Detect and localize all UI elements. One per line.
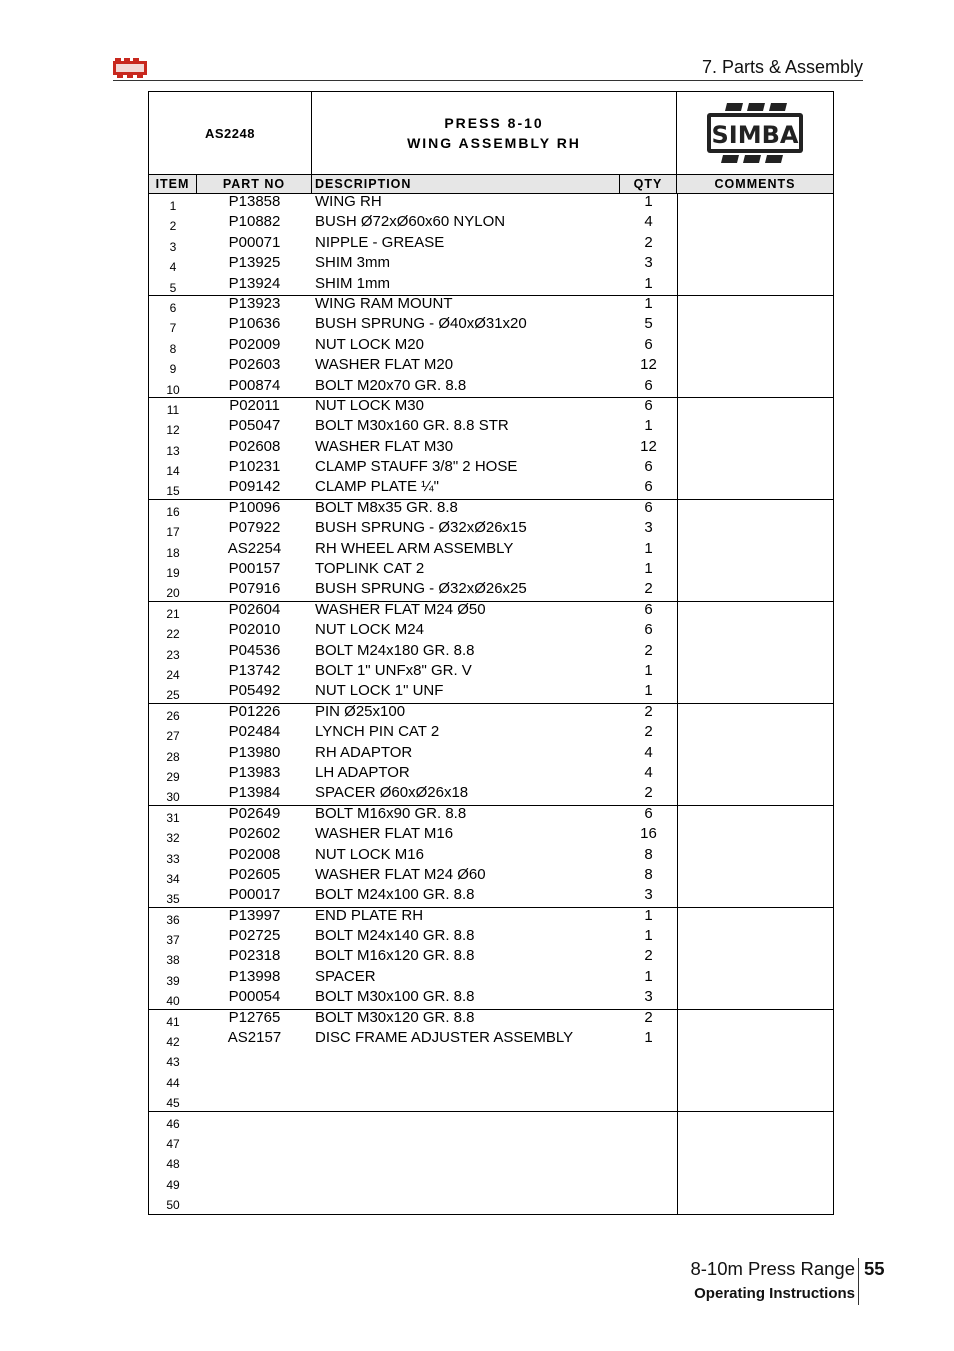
row-part-no: P13983 [228,763,281,781]
table-row [149,439,833,459]
row-part-no: AS2157 [227,1029,282,1047]
row-description: SPACER Ø60xØ26x18 [315,784,469,802]
row-part-no: P13998 [228,967,281,985]
row-item: 27 [166,729,180,744]
simba-small-logo-icon [113,58,147,78]
table-row [149,255,833,275]
table-row [149,276,833,296]
row-item: 2 [169,219,177,234]
parts-table [148,91,834,1215]
row-item: 33 [166,851,180,866]
row-qty: 1 [644,682,653,700]
row-description: BOLT M16x120 GR. 8.8 [315,947,475,965]
row-item: 32 [166,831,180,846]
row-qty: 1 [644,661,653,679]
row-qty: 2 [644,784,653,802]
row-item: 19 [166,566,180,581]
title-row [149,92,833,174]
row-part-no: P13858 [228,193,281,210]
row-item: 17 [166,525,180,540]
table-row [149,541,833,561]
table-row [149,316,833,336]
row-item: 14 [166,464,180,479]
table-row [149,1173,833,1193]
row-item: 7 [169,321,177,336]
row-description: LYNCH PIN CAT 2 [315,723,440,741]
row-description: BOLT 1" UNFx8" GR. V [315,661,472,679]
row-description: BOLT M8x35 GR. 8.8 [315,498,458,516]
row-part-no: P05492 [228,682,281,700]
row-part-no: P00157 [228,560,281,578]
row-item: 22 [166,627,180,642]
row-qty: 2 [644,702,653,720]
row-description: NIPPLE - GREASE [315,233,445,251]
row-qty: 2 [644,1008,653,1026]
row-part-no: P01226 [228,702,281,720]
table-row [149,969,833,989]
assembly-title [312,92,677,174]
row-qty: 2 [644,641,653,659]
row-part-no: P00054 [228,988,281,1006]
row-part-no: P10231 [228,458,281,476]
row-item: 12 [166,423,180,438]
row-description: NUT LOCK M16 [315,845,424,863]
table-row [149,1010,833,1030]
table-row [149,785,833,805]
row-part-no: P05047 [228,417,281,435]
row-part-no: P10882 [228,213,281,231]
row-item: 25 [166,688,180,703]
row-qty: 3 [644,886,653,904]
row-part-no: P00071 [228,233,281,251]
row-item: 24 [166,667,180,682]
row-description: RH ADAPTOR [315,743,413,761]
row-part-no: P02010 [228,621,281,639]
row-description: BUSH SPRUNG - Ø32xØ26x15 [315,519,527,537]
footer-separator [858,1258,859,1305]
row-part-no: P02008 [228,845,281,863]
row-item: 26 [166,708,180,723]
row-qty: 6 [644,621,653,639]
column-header-row [149,174,833,194]
row-qty: 12 [640,356,657,374]
row-item: 35 [166,892,180,907]
table-row [149,948,833,968]
row-qty: 6 [644,458,653,476]
row-qty: 3 [644,254,653,272]
col-part-no: PART NO [197,175,312,193]
row-part-no: P02318 [228,947,281,965]
simba-logo-icon [677,92,833,174]
row-qty: 3 [644,519,653,537]
table-row [149,296,833,316]
table-row [149,1193,833,1213]
row-description: SHIM 3mm [315,254,390,272]
row-part-no: P10096 [228,498,281,516]
table-row [149,622,833,642]
row-part-no: P13980 [228,743,281,761]
row-item: 43 [166,1055,180,1070]
footer-range: 8-10m Press Range [690,1258,855,1279]
row-item: 1 [169,199,177,213]
section-title: 7. Parts & Assembly [701,57,863,77]
row-description: SHIM 1mm [315,274,390,292]
table-row [149,500,833,520]
row-part-no: P02604 [228,600,281,618]
row-description: DISC FRAME ADJUSTER ASSEMBLY [315,1029,574,1047]
row-qty: 1 [644,1029,653,1047]
row-description: NUT LOCK 1" UNF [315,682,444,700]
row-description: WASHER FLAT M20 [315,356,454,374]
row-description: WASHER FLAT M16 [315,825,454,843]
row-part-no: P13742 [228,661,281,679]
row-qty: 8 [644,845,653,863]
row-item: 15 [166,484,180,499]
table-row [149,908,833,928]
row-part-no: P07922 [228,519,281,537]
row-item: 49 [166,1177,180,1192]
row-item: 41 [166,1014,180,1029]
row-item: 34 [166,871,180,886]
row-qty: 2 [644,580,653,598]
row-part-no: P13924 [228,274,281,292]
table-row [149,745,833,765]
row-description: BOLT M30x120 GR. 8.8 [315,1008,475,1026]
row-description: BOLT M30x160 GR. 8.8 STR [315,417,509,435]
row-item: 44 [166,1075,180,1090]
row-qty: 6 [644,498,653,516]
row-item: 13 [166,443,180,458]
row-qty: 1 [644,417,653,435]
row-item: 30 [166,790,180,805]
table-row [149,683,833,703]
row-item: 6 [169,300,177,315]
table-row [149,398,833,418]
row-description: NUT LOCK M20 [315,335,424,353]
row-item: 18 [166,545,180,560]
row-qty: 1 [644,906,653,924]
row-description: BUSH SPRUNG - Ø40xØ31x20 [315,315,527,333]
row-part-no: P09142 [228,478,281,496]
row-item: 42 [166,1035,180,1050]
row-description: WASHER FLAT M24 Ø60 [315,865,486,883]
row-description: BOLT M16x90 GR. 8.8 [315,804,467,822]
row-description: SPACER [315,967,376,985]
table-row [149,357,833,377]
row-item: 9 [169,362,177,377]
row-part-no: P13923 [228,294,281,312]
row-description: BUSH Ø72xØ60x60 NYLON [315,213,506,231]
assembly-title-line1: PRESS 8-10 [444,115,544,131]
row-qty: 2 [644,233,653,251]
row-part-no: P07916 [228,580,281,598]
col-item: ITEM [149,175,197,193]
row-qty: 1 [644,274,653,292]
table-row [149,520,833,540]
table-row [149,867,833,887]
table-row [149,989,833,1009]
row-description: RH WHEEL ARM ASSEMBLY [315,539,514,557]
row-qty: 1 [644,294,653,312]
row-item: 4 [169,260,177,275]
row-part-no: P00017 [228,886,281,904]
row-qty: 6 [644,804,653,822]
table-row [149,663,833,683]
row-description: CLAMP PLATE ¼" [315,478,439,496]
table-row [149,1091,833,1111]
row-qty: 2 [644,947,653,965]
table-row [149,704,833,724]
page-number: 55 [864,1258,885,1279]
row-qty: 6 [644,376,653,394]
row-item: 31 [166,810,180,825]
row-description: NUT LOCK M30 [315,396,424,414]
row-qty: 2 [644,723,653,741]
table-row [149,581,833,601]
row-item: 38 [166,953,180,968]
row-item: 46 [166,1116,180,1131]
row-description: BOLT M20x70 GR. 8.8 [315,376,467,394]
row-item: 23 [166,647,180,662]
row-part-no: P13997 [228,906,281,924]
row-qty: 4 [644,743,653,761]
row-qty: 3 [644,988,653,1006]
table-row [149,928,833,948]
table-row [149,847,833,867]
row-qty: 1 [644,193,653,210]
row-part-no: P13984 [228,784,281,802]
row-part-no: P04536 [228,641,281,659]
assembly-number: AS2248 [149,92,312,174]
row-qty: 5 [644,315,653,333]
row-item: 37 [166,933,180,948]
row-qty: 12 [640,437,657,455]
row-part-no: P13925 [228,254,281,272]
row-item: 8 [169,341,177,356]
row-part-no: P02649 [228,804,281,822]
row-item: 48 [166,1157,180,1172]
row-part-no: P02603 [228,356,281,374]
table-row [149,1050,833,1070]
row-item: 20 [166,586,180,601]
table-row [149,806,833,826]
table-row [149,418,833,438]
row-item: 16 [166,504,180,519]
row-part-no: P02725 [228,927,281,945]
row-item: 3 [169,239,177,254]
table-row [149,459,833,479]
row-part-no: P02011 [229,396,280,414]
table-row [149,602,833,622]
row-item: 28 [166,749,180,764]
row-part-no: P02009 [228,335,281,353]
row-description: END PLATE RH [315,906,424,924]
table-row [149,479,833,499]
row-description: WASHER FLAT M24 Ø50 [315,600,486,618]
table-row [149,1132,833,1152]
row-item: 50 [166,1198,180,1213]
row-qty: 1 [644,927,653,945]
col-comments: COMMENTS [714,177,796,191]
row-qty: 6 [644,478,653,496]
parts-rows [149,194,833,1214]
row-item: 21 [166,606,180,621]
row-part-no: AS2254 [227,539,282,557]
row-description: BUSH SPRUNG - Ø32xØ26x25 [315,580,527,598]
table-row [149,235,833,255]
table-row [149,378,833,398]
table-row [149,1071,833,1091]
row-qty: 4 [644,763,653,781]
table-row [149,194,833,214]
row-item: 47 [166,1136,180,1151]
row-qty: 6 [644,335,653,353]
row-qty: 4 [644,213,653,231]
row-qty: 6 [644,600,653,618]
row-description: WING RAM MOUNT [315,294,453,312]
row-part-no: P02484 [228,723,281,741]
table-row [149,561,833,581]
assembly-title-line2: WING ASSEMBLY RH [407,135,581,151]
row-item: 5 [169,280,177,295]
table-row [149,337,833,357]
row-item: 39 [166,973,180,988]
row-description: TOPLINK CAT 2 [315,560,425,578]
row-description: BOLT M24x100 GR. 8.8 [315,886,475,904]
table-row [149,1112,833,1132]
row-description: BOLT M24x140 GR. 8.8 [315,927,475,945]
row-part-no: P12765 [228,1008,281,1026]
row-item: 29 [166,769,180,784]
row-description: CLAMP STAUFF 3/8" 2 HOSE [315,458,518,476]
table-row [149,724,833,744]
table-row [149,1030,833,1050]
footer-subtitle: Operating Instructions [694,1285,855,1302]
row-part-no: P10636 [228,315,281,333]
table-row [149,826,833,846]
table-row [149,887,833,907]
row-part-no: P00874 [228,376,281,394]
row-qty: 16 [640,825,657,843]
simba-logo-text: SIMBA [711,121,799,149]
row-description: WASHER FLAT M30 [315,437,454,455]
col-qty: QTY [620,175,677,193]
table-row [149,214,833,234]
row-item: 11 [166,402,180,417]
row-part-no: P02608 [228,437,281,455]
row-part-no: P02602 [228,825,281,843]
row-qty: 1 [644,560,653,578]
row-qty: 8 [644,865,653,883]
row-item: 40 [166,994,180,1009]
row-description: NUT LOCK M24 [315,621,424,639]
table-row [149,643,833,663]
row-qty: 1 [644,539,653,557]
header-rule [113,80,863,81]
table-row [149,765,833,785]
row-part-no: P02605 [228,865,281,883]
row-item: 36 [166,912,180,927]
row-item: 45 [166,1096,180,1111]
col-description: DESCRIPTION [312,175,620,193]
row-description: LH ADAPTOR [315,763,410,781]
row-description: PIN Ø25x100 [315,702,406,720]
row-qty: 1 [644,967,653,985]
row-item: 10 [166,382,180,397]
row-description: WING RH [315,193,382,210]
row-description: BOLT M30x100 GR. 8.8 [315,988,475,1006]
table-row [149,1152,833,1172]
row-description: BOLT M24x180 GR. 8.8 [315,641,475,659]
row-qty: 6 [644,396,653,414]
